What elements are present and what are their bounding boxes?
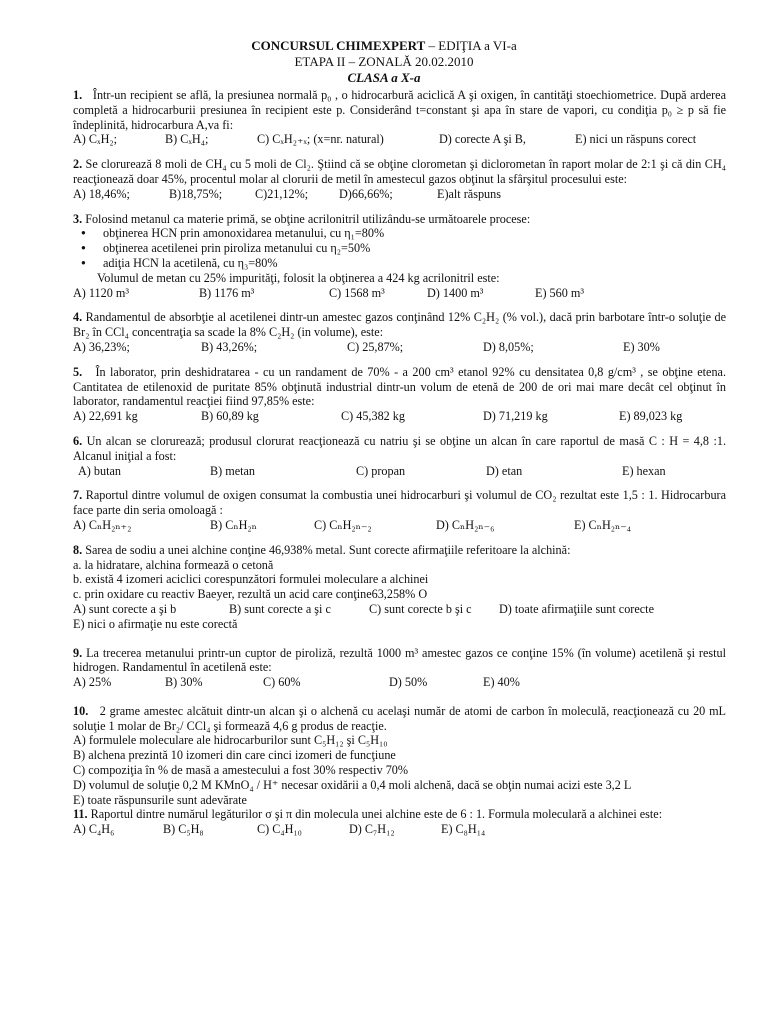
option-e: E)alt răspuns [437,186,501,201]
option-d: D) toate afirmaţiile sunt corecte [499,601,654,616]
question-4 [73,310,726,354]
question-number: 1. [73,88,83,102]
question-text: Sarea de sodiu a unei alchine conţine 46,938% metal. Sunt corecte afirmaţiile referitoare la alchină: [85,542,571,557]
statement-a: a. la hidratare, alchina formează o cetonă [73,557,274,572]
option-a: A) 18,46%; [73,186,130,201]
statement-b: b. există 4 izomeri aciclici corespunzători formulei moleculare a alchinei [73,572,429,587]
option-e: E) toate răspunsurile sunt adevărate [73,792,247,807]
option-c: C) compoziţia în % de masă a amestecului a fost 30% respectiv 70% [73,763,409,778]
option-c: C) CₙH₂ₙ₋₂ [314,517,372,532]
question-text: Într-un recipient se află, la presiunea normală p₀ , o hidrocarbură aciclică A şi oxigen, în cantităţi stoechiometrice. După arderea completă a hidrocarburii presiunea în recipient este p. Considerând t=constant şi apa în stare de vapori, cu condiţia p₀ ≥ p să fie îndeplinită, hidrocarbura A,va fi: [73,88,727,132]
question-11 [73,807,726,837]
option-c: C) sunt corecte b şi c [369,601,472,616]
class-line: CLASA a X-a [347,70,421,85]
answer-options [73,340,726,355]
stage-line: ETAPA II – ZONALĂ 20.02.2010 [294,54,474,69]
option-d: D) 8,05%; [483,339,534,354]
option-c: C) 60% [263,675,301,690]
option-e: E) nici o afirmaţie nu este corectă [73,616,238,631]
option-d: D) etan [486,463,523,478]
question-text: Raportul dintre volumul de oxigen consumat la combustia unei hidrocarburi şi volumul de CO₂ rezultat este 1,5 : 1. Hidrocarbura face parte din seria omoloagă : [73,488,727,518]
contest-name: CONCURSUL CHIMEXPERT [251,38,426,53]
question-6 [73,434,726,478]
option-a: A) 22,691 kg [73,409,138,424]
option-c: C) propan [356,463,406,478]
option-e: E) 89,023 kg [619,409,683,424]
option-a: A) 1120 m³ [73,285,130,300]
option-a: A) CₙH₂ₙ₊₂ [73,517,132,532]
option-b: B) 60,89 kg [201,409,259,424]
option-d: D) 1400 m³ [427,285,484,300]
question-8 [73,543,726,632]
question-number: 6. [73,433,83,448]
questions [73,88,726,837]
question-text: 2 grame amestec alcătuit dintr-un alcan şi o alchenă cu acelaşi număr de atomi de carbon în moleculă, reacţionează cu 20 mL soluţie 1 molar de Br₂/ CCl₄ şi formează 4,6 g produs de reacţie. [73,703,727,733]
question-text: Randamentul de absorbţie al acetilenei dintr-un amestec gazos conţinând 12% C₂H₂ (% vol.), dacă prin barbotare într-o soluţie de Br₂ în CCl₄ concentraţia sa scade la 8% C₂H₂ (in volume), este: [73,310,726,340]
question-number: 8. [73,542,83,557]
option-c: C) 25,87%; [347,339,404,354]
option-c: C) CₓH₂₊ₓ; (x=nr. natural) [257,132,384,147]
list-item: ● obţinerea acetilenei prin piroliza metanului cu η₂=50% [103,241,726,256]
question-number: 10. [73,703,89,718]
option-b: B) 30% [165,675,203,690]
option-e: E) CₙH₂ₙ₋₄ [574,517,631,532]
question-9 [73,646,726,690]
question-number: 5. [73,364,83,379]
answer-options [73,286,726,301]
answer-options [73,675,726,690]
option-b: B) CₓH₄; [165,132,209,147]
question-text: Un alcan se clorurează; produsul clorurat reacţionează cu natriu şi se obţine un alcan în care raportul de masă C : H = 4,8 :1. Alcanul iniţial a fost: [73,433,727,463]
option-a: A) C₄H₆ [73,822,115,837]
option-c: C) 1568 m³ [329,285,385,300]
option-b: B) CₙH₂ₙ [210,517,257,532]
question-text: La trecerea metanului printr-un cuptor de piroliză, rezultă 1000 m³ amestec gazos ce conţine 15% (în volume) acetilenă şi restul hidrogen. Randamentul în acetilenă este: [73,645,726,675]
question-1 [73,88,726,147]
question-7 [73,488,726,532]
option-d: D)66,66%; [339,186,393,201]
answer-options [73,464,726,479]
answer-options [73,132,726,147]
option-b: B) sunt corecte a şi c [229,601,331,616]
question-number: 3. [73,211,83,226]
option-b: B) C₅H₈ [163,822,204,837]
option-a: A) 36,23%; [73,339,130,354]
question-text: Raportul dintre numărul legăturilor σ şi π din molecula unei alchine este de 6 : 1. Formula moleculară a alchinei este: [90,807,663,822]
option-c: C)21,12%; [255,186,309,201]
option-e: E) 30% [623,339,660,354]
header [0,0,768,85]
option-e: E) 560 m³ [535,285,585,300]
answer-options [73,518,726,533]
question-5 [73,365,726,424]
option-a: A) formulele moleculare ale hidrocarburilor sunt C₅H₁₂ şi C₅H₁₀ [73,733,388,748]
question-text: Se clorurează 8 moli de CH₄ cu 5 moli de Cl₂. Ştiind că se obţine clorometan şi diclorometan în raport molar de 2:1 şi că din CH₄ reacţionează doar 45%, procentul molar al clorurii de metil în amestecul gazos obţinut la sfârşitul procesului este: [73,157,726,186]
question-number: 2. [73,157,83,172]
answer-options [73,822,726,837]
question-number: 4. [73,310,83,325]
statement-c: c. prin oxidare cu reactiv Baeyer, rezultă un acid care conţine63,258% O [73,587,428,602]
option-a: A) 25% [73,675,112,690]
option-b: B) metan [210,463,256,478]
list-item: ● obţinerea HCN prin amonoxidarea metanului, cu η₁=80% [103,226,726,241]
question-number: 11. [73,807,88,822]
option-d: D) C₇H₁₂ [349,822,395,837]
question-2 [73,157,726,201]
question-10 [73,704,726,808]
option-b: B) 43,26%; [201,339,258,354]
question-number: 7. [73,488,83,503]
option-e: E) C₈H₁₄ [441,822,486,837]
question-3 [73,212,726,301]
contest-edition: – EDIŢIA a VI-a [425,38,517,53]
option-e: E) nici un răspuns corect [575,132,697,147]
option-d: D) 71,219 kg [483,409,548,424]
option-a: A) butan [78,463,121,478]
question-text: Folosind metanul ca materie primă, se obţine acrilonitril utilizându-se următoarele procese: [85,211,531,226]
option-b: B) 1176 m³ [199,285,255,300]
option-e: E) hexan [622,463,666,478]
option-c: C) C₄H₁₀ [257,822,302,837]
option-c: C) 45,382 kg [341,409,405,424]
question-text: În laborator, prin deshidratarea - cu un randament de 70% - a 200 cm³ etanol 92% cu densitatea 0,8 g/cm³ , se obţine etena. Cantitatea de etilenoxid de puritate 85% obţinută industrial dintr-un volum de etenă de 200 de ori mai mare decât cel obţinut în laborator, randamentul reacţiei fiind 97,85% este: [73,364,726,409]
option-b: B)18,75%; [169,186,223,201]
option-d: D) volumul de soluţie 0,2 M KMnO₄ / H⁺ necesar oxidării a 0,4 moli alchenă, dacă se obţin numai acizi este 3,2 L [73,777,632,792]
contest-title [0,38,768,54]
option-a: A) CₓH₂; [73,132,118,147]
answer-options [73,187,726,202]
option-a: A) sunt corecte a şi b [73,601,177,616]
option-d: D) corecte A şi B, [439,132,526,147]
question-number: 9. [73,645,83,660]
answer-options [73,409,726,424]
answer-options [73,602,726,617]
option-b: B) alchena prezintă 10 izomeri din care cinci izomeri de funcţiune [73,748,396,763]
process-list [73,226,726,270]
list-item: ● adiţia HCN la acetilenă, cu η₃=80% [103,256,726,271]
option-d: D) 50% [389,675,428,690]
option-d: D) CₙH₂ₙ₋₆ [436,517,495,532]
option-e: E) 40% [483,675,520,690]
question-text-2: Volumul de metan cu 25% impurităţi, folosit la obţinerea a 424 kg acrilonitril este: [97,270,500,285]
